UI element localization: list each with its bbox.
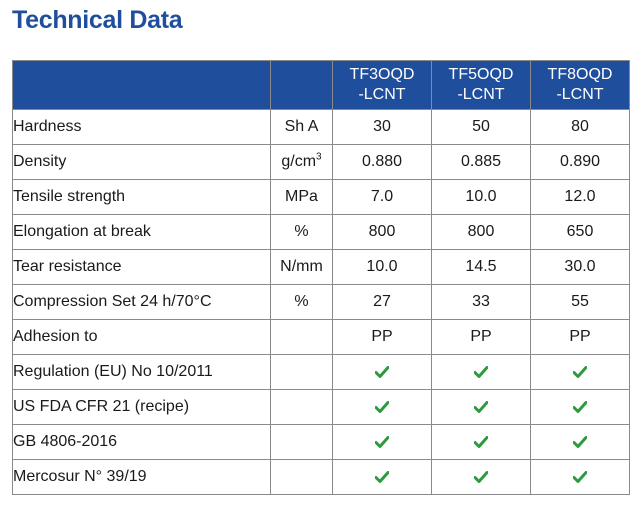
unit-cell: % (271, 215, 333, 250)
table-row (13, 425, 630, 460)
table-header-row (13, 61, 630, 110)
value-cell: 33 (432, 285, 531, 320)
value-cell: 7.0 (333, 180, 432, 215)
check-cell (432, 425, 531, 460)
unit-cell: % (271, 285, 333, 320)
table-row (13, 180, 630, 215)
value-cell: 0.880 (333, 145, 432, 180)
property-cell: US FDA CFR 21 (recipe) (13, 390, 271, 425)
checkmark-icon (375, 436, 389, 448)
value-cell: 27 (333, 285, 432, 320)
header-blank-cell (13, 61, 271, 110)
check-cell (333, 355, 432, 390)
property-cell: Tear resistance (13, 250, 271, 285)
page-title: Technical Data (12, 6, 183, 34)
value-cell: 0.885 (432, 145, 531, 180)
unit-cell (271, 460, 333, 495)
value-cell: 80 (531, 110, 630, 145)
value-cell: 30 (333, 110, 432, 145)
check-cell (531, 390, 630, 425)
checkmark-icon (375, 401, 389, 413)
table-row (13, 145, 630, 180)
table-row (13, 320, 630, 355)
value-cell: 30.0 (531, 250, 630, 285)
checkmark-icon (573, 436, 587, 448)
table-row (13, 215, 630, 250)
checkmark-icon (474, 471, 488, 483)
table-row (13, 390, 630, 425)
value-cell: 10.0 (432, 180, 531, 215)
checkmark-icon (573, 471, 587, 483)
value-cell: 50 (432, 110, 531, 145)
checkmark-icon (474, 366, 488, 378)
value-cell: 14.5 (432, 250, 531, 285)
unit-superscript: 3 (316, 151, 322, 163)
checkmark-icon (375, 366, 389, 378)
checkmark-icon (573, 366, 587, 378)
technical-data-table (12, 60, 630, 495)
unit-cell (271, 390, 333, 425)
product-suffix: -LCNT (556, 86, 604, 103)
value-cell: PP (333, 320, 432, 355)
table-row (13, 355, 630, 390)
property-cell: Tensile strength (13, 180, 271, 215)
value-cell: 0.890 (531, 145, 630, 180)
header-product-tf50 (432, 61, 531, 110)
check-cell (531, 460, 630, 495)
check-cell (333, 460, 432, 495)
check-cell (432, 460, 531, 495)
table-row (13, 460, 630, 495)
check-cell (432, 355, 531, 390)
check-cell (333, 390, 432, 425)
checkmark-icon (474, 436, 488, 448)
value-cell: PP (432, 320, 531, 355)
property-cell: Hardness (13, 110, 271, 145)
product-suffix: -LCNT (358, 86, 406, 103)
table-body (13, 110, 630, 495)
checkmark-icon (375, 471, 389, 483)
unit-cell: MPa (271, 180, 333, 215)
check-cell (531, 355, 630, 390)
checkmark-icon (573, 401, 587, 413)
value-cell: 12.0 (531, 180, 630, 215)
product-name: TF5OQD (448, 66, 514, 83)
property-cell: Regulation (EU) No 10/2011 (13, 355, 271, 390)
product-name: TF8OQD (547, 66, 613, 83)
table-row (13, 285, 630, 320)
value-cell: PP (531, 320, 630, 355)
unit-cell (271, 355, 333, 390)
property-cell: Density (13, 145, 271, 180)
unit-cell (271, 425, 333, 460)
header-product-tf30 (333, 61, 432, 110)
unit-base: g/cm (281, 153, 317, 170)
unit-cell (271, 320, 333, 355)
product-name: TF3OQD (349, 66, 415, 83)
value-cell: 55 (531, 285, 630, 320)
unit-cell: N/mm (271, 250, 333, 285)
property-cell: Compression Set 24 h/70°C (13, 285, 271, 320)
property-cell: Mercosur N° 39/19 (13, 460, 271, 495)
check-cell (531, 425, 630, 460)
product-suffix: -LCNT (457, 86, 505, 103)
property-cell: GB 4806-2016 (13, 425, 271, 460)
value-cell: 800 (333, 215, 432, 250)
value-cell: 10.0 (333, 250, 432, 285)
check-cell (432, 390, 531, 425)
header-unit-cell (271, 61, 333, 110)
check-cell (333, 425, 432, 460)
value-cell: 800 (432, 215, 531, 250)
header-product-tf80 (531, 61, 630, 110)
checkmark-icon (474, 401, 488, 413)
table-row (13, 110, 630, 145)
unit-cell: Sh A (271, 110, 333, 145)
property-cell: Adhesion to (13, 320, 271, 355)
value-cell: 650 (531, 215, 630, 250)
property-cell: Elongation at break (13, 215, 271, 250)
table-row (13, 250, 630, 285)
unit-cell (271, 145, 333, 180)
